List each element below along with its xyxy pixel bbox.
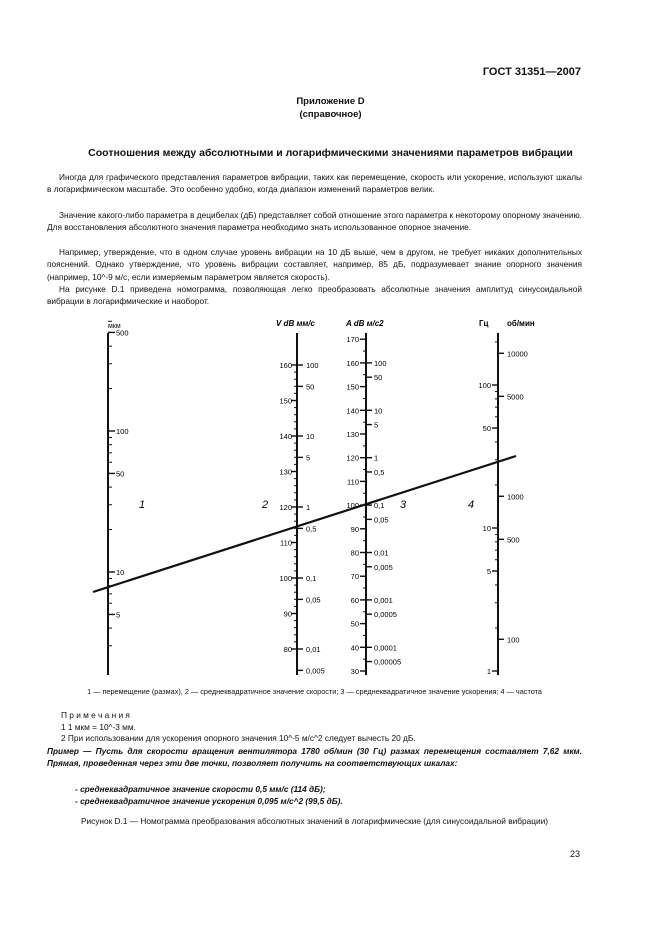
scale-3-db-label: 170 bbox=[346, 335, 359, 345]
paragraph-text: Например, утверждение, что в одном случае уровень вибрации на 10 дБ выше, чем в другом, не требует никаких дополнительных пояснений. Однако утверждение, что уровень вибрации составляет, например, 85 дБ, подразумевает знание опорного значения (например, 10^-9 м/с, если измеряемым параметром является скорость). bbox=[47, 247, 582, 282]
scale-2-val-label: 10 bbox=[306, 432, 315, 441]
scale-1-label: 100 bbox=[116, 427, 129, 436]
scale-3-val-label: 100 bbox=[374, 358, 387, 368]
scale-3-db-label: 100 bbox=[346, 501, 359, 511]
scale-3-db-label: 110 bbox=[347, 477, 359, 487]
result-velocity: - среднеквадратичное значение скорости 0,5 мм/с (114 дБ); bbox=[75, 784, 326, 794]
scale-3-val-label: 0,001 bbox=[374, 595, 393, 605]
figure-caption: Рисунок D.1 — Номограмма преобразования абсолютных значений в логарифмические (для синусоидальной вибрации) bbox=[80, 816, 549, 826]
scale-2-val-label: 100 bbox=[306, 361, 319, 370]
scale-4-unit-hz: Гц bbox=[479, 319, 489, 328]
scale-2-db-label: 120 bbox=[279, 503, 292, 512]
scale-2-val-label: 5 bbox=[306, 453, 311, 463]
scale-3-unit: A dB м/с2 bbox=[346, 319, 384, 328]
notes-title: П р и м е ч а н и я bbox=[61, 710, 130, 720]
scale-1-label: 50 bbox=[116, 469, 125, 479]
scale-3-db-label: 130 bbox=[346, 430, 359, 439]
section-heading: Соотношения между абсолютными и логарифмическими значениями параметров вибрации bbox=[88, 147, 573, 159]
scale-2-db-label: 80 bbox=[283, 645, 292, 654]
scale-3-val-label: 50 bbox=[374, 373, 383, 383]
page-number: 23 bbox=[569, 849, 580, 859]
scale-3-val-label: 0,01 bbox=[374, 548, 389, 558]
scale-2-db-label: 130 bbox=[279, 467, 292, 477]
scale-3-db-label: 40 bbox=[350, 643, 359, 653]
note-2: 2 При использовании для ускорения опорного значения 10^-5 м/с^2 следует вычесть 20 дБ. bbox=[61, 733, 416, 743]
scale-3-val-label: 0,0001 bbox=[374, 643, 397, 653]
scale-3-number: 3 bbox=[400, 499, 407, 511]
scale-2-val-label: 0,05 bbox=[306, 595, 321, 605]
scale-2-val-label: 0,5 bbox=[306, 524, 317, 534]
note-1: 1 1 мкм = 10^-3 мм. bbox=[61, 721, 136, 732]
scale-3-val-label: 0,1 bbox=[374, 501, 385, 511]
scale-3-val-label: 0,00005 bbox=[374, 657, 402, 667]
scale-2-val-label: 1 bbox=[306, 503, 311, 512]
scale-4-hz-label: 10 bbox=[482, 524, 491, 533]
result-acceleration: - среднеквадратичное значение ускорения 0,095 м/с^2 (99,5 дБ). bbox=[75, 796, 343, 806]
scale-3-val-label: 5 bbox=[374, 420, 379, 430]
scale-3-val-label: 10 bbox=[374, 406, 383, 416]
scale-2-db-label: 110 bbox=[280, 538, 292, 548]
scale-1-label: 10 bbox=[116, 568, 125, 577]
scale-2-val-label: 0,01 bbox=[306, 645, 321, 654]
scale-3-db-label: 90 bbox=[350, 524, 359, 534]
example-text: Пример — Пусть для скорости вращения вентилятора 1780 об/мин (30 Гц) размах перемещения составляет 7,62 мкм. Прямая, проведенная через эти две точки, позволяет получить на соответствующих шкалах: bbox=[47, 746, 582, 768]
scale-3-db-label: 50 bbox=[350, 619, 359, 629]
scale-2-val-label: 0,005 bbox=[306, 666, 325, 676]
scale-1-number: 1 bbox=[139, 499, 146, 511]
example-line bbox=[93, 453, 516, 592]
paragraph-text: Значение какого-либо параметра в децибелах (дБ) представляет собой отношение этого параметра к некоторому опорному значению. Для восстановления абсолютного значения параметра необходимо знать использованное опорное значение. bbox=[47, 210, 582, 233]
scale-2-val-label: 0,1 bbox=[306, 574, 317, 583]
scale-2-unit: V dB мм/с bbox=[276, 319, 315, 328]
scale-3-db-label: 150 bbox=[346, 382, 359, 392]
paragraph-text: Иногда для графического представления параметров вибрации, таких как перемещение, скорость или ускорение, используют шкалы в логарифмическом масштабе. Это особенно удобно, когда диапазон изменений параметров велик. bbox=[47, 172, 582, 195]
scale-3-db-label: 80 bbox=[350, 548, 359, 558]
scale-3-db-label: 140 bbox=[346, 406, 359, 416]
example-results bbox=[75, 783, 343, 807]
scale-4-rpm-label: 10000 bbox=[507, 349, 528, 359]
scale-4-rpm-label: 1000 bbox=[507, 492, 524, 502]
appendix-label: Приложение D bbox=[296, 96, 365, 107]
scale-3-db-label: 120 bbox=[346, 453, 359, 463]
paragraph-text: На рисунке D.1 приведена номограмма, позволяющая легко преобразовать абсолютные значения амплитуд синусоидальной вибрации в логарифмические и наоборот. bbox=[47, 284, 582, 307]
scale-3-val-label: 0,05 bbox=[374, 515, 389, 525]
scale-2-db-label: 140 bbox=[279, 432, 292, 441]
scale-4-rpm-label: 500 bbox=[507, 535, 520, 545]
scale-3-val-label: 0,5 bbox=[374, 467, 385, 477]
scale-2-db-label: 160 bbox=[279, 361, 292, 370]
scale-3-val-label: 0,005 bbox=[374, 562, 393, 572]
scale-2-db-label: 90 bbox=[283, 609, 292, 619]
scale-2-val-label: 50 bbox=[306, 382, 315, 392]
scale-1-label: 5 bbox=[116, 610, 121, 620]
scale-2-db-label: 150 bbox=[279, 396, 292, 406]
scale-3-db-label: 160 bbox=[346, 358, 359, 368]
scale-1-label: 500 bbox=[116, 328, 129, 338]
standard-number: ГОСТ 31351—2007 bbox=[482, 66, 581, 78]
scale-4-hz-label: 100 bbox=[478, 381, 491, 390]
appendix-subtitle: (справочное) bbox=[299, 109, 362, 120]
scale-2-db-label: 100 bbox=[279, 574, 292, 583]
notes bbox=[61, 710, 416, 745]
scale-3-db-label: 60 bbox=[350, 595, 359, 605]
scale-4-hz-label: 50 bbox=[482, 424, 491, 434]
scale-4-hz-label: 1 bbox=[486, 667, 491, 676]
scale-2-number: 2 bbox=[262, 499, 269, 511]
scale-3-db-label: 70 bbox=[350, 572, 359, 582]
scale-4-rpm-label: 5000 bbox=[507, 392, 524, 402]
scale-3-val-label: 1 bbox=[374, 453, 379, 463]
scale-3-val-label: 0,0005 bbox=[374, 610, 397, 620]
scale-4-unit-rpm: об/мин bbox=[507, 319, 535, 328]
scale-4-hz-label: 5 bbox=[486, 567, 491, 577]
scale-1-unit: мкм bbox=[108, 323, 121, 330]
scale-4-number: 4 bbox=[468, 499, 475, 511]
scale-3-db-label: 30 bbox=[350, 667, 359, 676]
figure-legend: 1 — перемещение (размах), 2 — среднеквадратичное значение скорости; 3 — среднеквадратичное значение ускорения; 4 — частота bbox=[87, 687, 542, 696]
scale-4-rpm-label: 100 bbox=[507, 635, 520, 645]
